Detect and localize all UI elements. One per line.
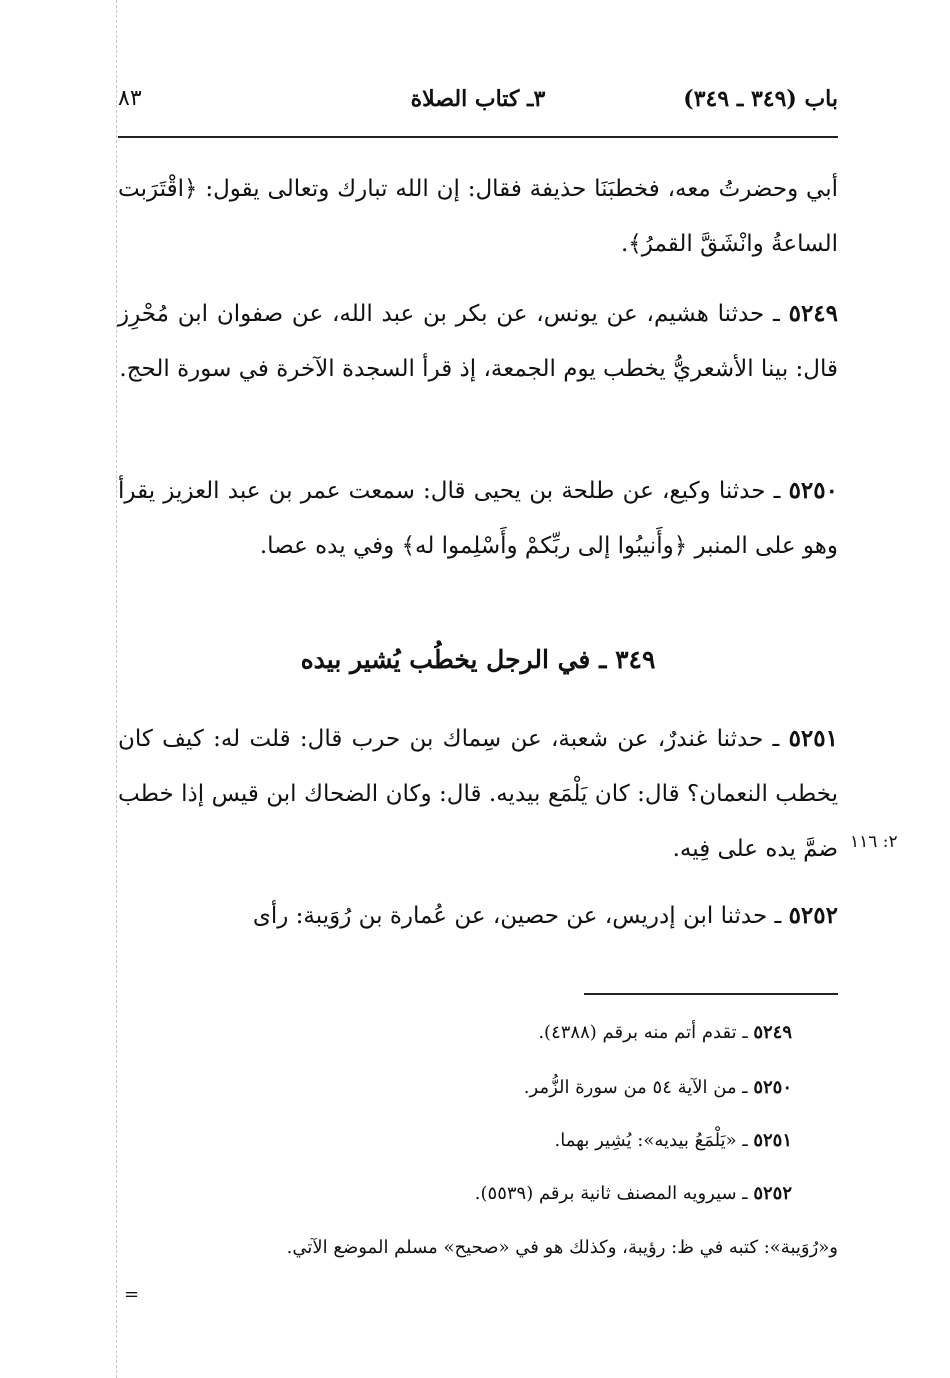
- hadith-text: ـ حدثنا هشيم، عن يونس، عن بكر بن عبد الله، عن صفوان ابن مُحْرِز قال: بينا الأشعريُّ يخطب يوم الجمعة، إذ قرأ السجدة الآخرة في سورة الحج.: [118, 301, 838, 382]
- hadith-number: ٥٢٥١: [788, 725, 838, 752]
- footnote-5251: [118, 1130, 792, 1151]
- footnote-5249: [118, 1022, 792, 1043]
- paragraph-text: أبي وحضرتُ معه، فخطبَنَا حذيفة فقال: إن الله تبارك وتعالى يقول: ﴿اقْتَرَبت الساعةُ وانْشَقَّ القمرُ﴾.: [118, 176, 838, 257]
- header-book-title: ٣ـ كتاب الصلاة: [410, 86, 546, 112]
- hadith-text: ـ حدثنا غندرٌ، عن شعبة، عن سِماك بن حرب قال: قلت له: كيف كان يخطب النعمان؟ قال: كان يَلْمَع بيديه. قال: وكان الضحاك ابن قيس إذا خطب ضمَّ يده على فِيه.: [118, 726, 838, 862]
- footnote-text: ـ من الآية ٥٤ من سورة الزُّمر.: [523, 1077, 748, 1098]
- header-rule: [118, 136, 838, 138]
- margin-reference: ٢: ١١٦: [850, 832, 898, 852]
- hadith-5250: [118, 463, 838, 574]
- footnote-number: ٥٢٥٠: [753, 1077, 792, 1098]
- hadith-text: ـ حدثنا ابن إدريس، عن حصين، عن عُمارة بن رُوَيبة: رأى: [252, 903, 782, 929]
- hadith-number: ٥٢٥٢: [788, 902, 838, 929]
- footnote-number: ٥٢٥٢: [753, 1183, 792, 1204]
- footnote-number: ٥٢٤٩: [753, 1022, 792, 1043]
- footnote-text: ـ تقدم أتم منه برقم (٤٣٨٨).: [538, 1022, 748, 1043]
- hadith-5249: [118, 286, 838, 397]
- footnote-separator: [584, 993, 838, 995]
- page-number: ٨٣: [118, 86, 142, 111]
- footnote-text: و«رُوَيبة»: كتبه في ظ: رؤيبة، وكذلك هو في «صحيح» مسلم الموضع الآتي.: [286, 1237, 838, 1258]
- footnote-5250: [118, 1077, 792, 1098]
- hadith-text: ـ حدثنا وكيع، عن طلحة بن يحيى قال: سمعت عمر بن عبد العزيز يقرأ وهو على المنبر ﴿وأَنيبُوا إلى ربِّكمْ وأَسْلِموا له﴾ وفي يده عصا.: [118, 478, 838, 559]
- hadith-5251: [118, 711, 838, 877]
- hadith-number: ٥٢٤٩: [788, 300, 839, 327]
- footnote-text: ـ «يَلْمَعُ بيديه»: يُشِير بهما.: [554, 1130, 748, 1151]
- page-edge-dashed-line: [116, 0, 117, 1378]
- hadith-number: ٥٢٥٠: [788, 477, 838, 504]
- running-header: [118, 86, 838, 126]
- header-chapter-range: باب (٣٤٩ ـ ٣٤٩): [683, 86, 838, 112]
- footnote-number: ٥٢٥١: [753, 1130, 792, 1151]
- footnote-text: ـ سيرويه المصنف ثانية برقم (٥٥٣٩).: [474, 1183, 748, 1204]
- footnote-ruwayba-note: [150, 1237, 838, 1258]
- continuation-mark: =: [124, 1284, 140, 1305]
- paragraph-continued: [118, 162, 838, 272]
- section-heading: ٣٤٩ ـ في الرجل يخطُب يُشير بيده: [300, 645, 656, 674]
- hadith-5252: [118, 888, 838, 944]
- footnote-5252: [118, 1183, 792, 1204]
